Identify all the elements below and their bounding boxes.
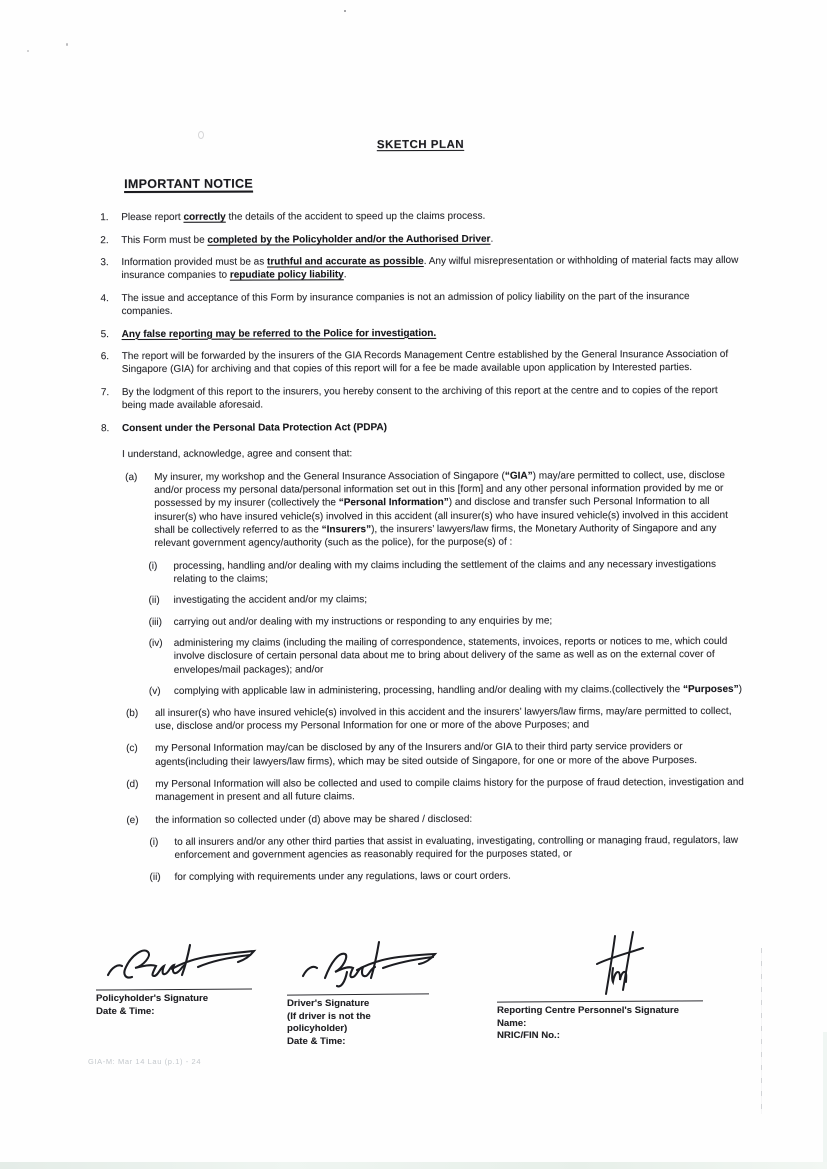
- pdpa-subitem-e-ii: [101, 868, 744, 883]
- scan-speck: [66, 43, 68, 46]
- driver-signature-block: [287, 930, 429, 1048]
- pdpa-clause-a-subitems: [100, 557, 743, 698]
- pdpa-subitem-a-iii: [101, 614, 744, 629]
- scan-scratch-line: [761, 948, 762, 1114]
- document-title-text: SKETCH PLAN: [376, 138, 465, 152]
- clause-text: all insurer(s) who have insured vehicle(s) involved in this accident and the insurers’ lawyers/law firms, may/are permitted to collect, use, disclose and/or process my Personal Information for one or more of the above Purposes; and: [154, 705, 732, 732]
- clause-label: (b): [125, 707, 139, 719]
- subitem-text: administering my claims (including the mailing of correspondence, statements, invoices, reports or notices to me, which could involve disclosure of certain personal data about me to bring about delivery of the same as well as on the external cover of envelopes/mail packages); and/or: [173, 636, 728, 676]
- subitem-text: carrying out and/or dealing with my instructions or responding to any enquiries by me;: [173, 615, 553, 628]
- reporting-centre-signature-ink: [593, 930, 651, 1000]
- pdpa-subitem-a-iv: [101, 635, 744, 677]
- subitem-text: for complying with requirements under any regulations, laws or court orders.: [174, 870, 511, 883]
- scan-bottom-edge: [0, 1162, 827, 1169]
- pdpa-clause-c: [101, 740, 744, 769]
- subitem-text: to all insurers and/or any other third parties that assist in evaluating, investigating, controlling or managing fraud, regulators, law enforcement and government agencies as reasonably required for the purposes stated, or: [174, 834, 739, 861]
- notice-item-6: [100, 348, 743, 376]
- notice-item-number: 5.: [100, 328, 109, 340]
- notice-item-text: By the lodgment of this report to the insurers, you hereby consent to the archiving of this report at the centre and to copies of the report being made available aforesaid.: [121, 384, 718, 411]
- notice-list: [99, 209, 744, 884]
- clause-label: (c): [126, 743, 138, 755]
- notice-item-number: 3.: [100, 257, 109, 269]
- subitem-label: (i): [149, 836, 159, 848]
- pdpa-subitem-e-i: [101, 834, 744, 862]
- pdpa-clause-e-subitems: [101, 834, 744, 884]
- pdpa-subitem-a-ii: [101, 592, 744, 607]
- pdpa-intro: I understand, acknowledge, agree and consent that:: [122, 447, 353, 460]
- subitem-label: (iv): [148, 638, 163, 650]
- reporting-centre-name-label: Name:: [497, 1017, 527, 1029]
- important-notice-heading: IMPORTANT NOTICE: [124, 176, 253, 192]
- notice-item-number: 7.: [100, 386, 110, 398]
- scan-speck: [27, 50, 29, 52]
- clause-text: My insurer, my workshop and the General Insurance Association of Singapore (“GIA”) may/are permitted to collect, use, disclose and/or process my personal data/personal information set out in this [form] and any other personal information provided by me or possessed by my insurer (collectively the “Personal Information”) and disclose and transfer such Personal Information to all insurer(s) who have insured vehicle(s) involved in this accident (all insurer(s) who have insured vehicle(s) involved in this accident shall be collectively referred to as the “Insurers”), the insurers’ lawyers/law firms, the Monetary Authority of Singapore and any relevant government agency/authority (such as the police), for the purpose(s) of :: [154, 469, 728, 550]
- notice-item-text: This Form must be completed by the Policyholder and/or the Authorised Driver.: [121, 233, 494, 246]
- clause-label: (e): [126, 814, 139, 826]
- scan-speck: [344, 10, 346, 12]
- reporting-centre-signature-block: [497, 930, 703, 1043]
- clause-text: my Personal Information may/can be disclosed by any of the Insurers and/or GIA to their third party service providers or agents(including their lawyers/law firms), which may be sited outside of Singapore, for one or more of the above Purposes.: [155, 741, 698, 768]
- policyholder-signature-ink: [102, 933, 262, 988]
- clause-text: my Personal Information will also be collected and used to compile claims history for the purpose of fraud detection, investigation and management in present and all future claims.: [155, 776, 744, 804]
- driver-signature-label: Driver's Signature: [287, 998, 370, 1009]
- driver-signature-ink: [295, 932, 443, 990]
- notice-item-number: 6.: [100, 351, 110, 363]
- clause-text: the information so collected under (d) above may be shared / disclosed:: [155, 813, 473, 826]
- reporting-centre-signature-label: Reporting Centre Personnel's Signature: [497, 1005, 679, 1016]
- driver-signature-line: [287, 993, 429, 995]
- document-title: [0, 134, 826, 155]
- subitem-text: complying with applicable law in administering, processing, handling and/or dealing with my claims.(collectively the “Purposes”): [173, 684, 742, 697]
- notice-item-text: Information provided must be as truthful and accurate as possible. Any wilful misrepresentation or withholding of material facts may allow insurance companies to repudiate policy liability.: [121, 255, 739, 282]
- notice-item-7: [100, 384, 743, 412]
- notice-item-text: Consent under the Personal Data Protection Act (PDPA): [121, 421, 388, 434]
- subitem-text: investigating the accident and/or my claims;: [173, 594, 367, 607]
- notice-item-text: Any false reporting may be referred to the Police for investigation.: [121, 327, 437, 340]
- notice-item-text: Please report correctly the details of the accident to speed up the claims process.: [121, 210, 486, 224]
- pdpa-clause-a: [100, 469, 743, 551]
- policyholder-signature-label: Policyholder's Signature: [96, 993, 209, 1004]
- pdpa-subitem-a-v: [101, 683, 744, 698]
- notice-item-2: [99, 231, 742, 246]
- pdpa-subitem-a-i: [100, 557, 743, 585]
- driver-date-time-label: Date & Time:: [287, 1035, 346, 1047]
- pdpa-clause-b: [101, 705, 744, 734]
- notice-item-8: [100, 419, 743, 434]
- notice-item-5: [100, 325, 743, 340]
- policyholder-signature-block: [96, 933, 252, 1018]
- scan-speck: [198, 131, 204, 139]
- notice-item-1: [99, 209, 742, 224]
- clause-label: (d): [126, 778, 139, 790]
- pdpa-clause-e: [101, 811, 744, 827]
- notice-item-number: 2.: [100, 234, 109, 246]
- notice-item-number: 4.: [100, 292, 109, 304]
- notice-item-3: [99, 254, 742, 282]
- subitem-label: (ii): [148, 595, 160, 607]
- policyholder-date-time-label: Date & Time:: [96, 1005, 155, 1017]
- subitem-label: (i): [148, 560, 158, 572]
- pdpa-clause-d: [101, 776, 744, 805]
- reporting-centre-signature-line: [497, 1000, 703, 1002]
- subitem-label: (v): [148, 686, 161, 698]
- notice-item-number: 8.: [100, 422, 110, 434]
- notice-item-4: [99, 290, 742, 318]
- form-footer-code: GIA-M: Mar 14 Lau (p.1) - 24: [88, 1057, 202, 1066]
- scan-edge-sliver: [823, 1032, 827, 1169]
- subitem-label: (iii): [148, 616, 162, 628]
- notice-item-text: The report will be forwarded by the insurers of the GIA Records Management Centre established by the General Insurance Association of Singapore (GIA) for archiving and that copies of this report will for a fee be made available upon application by Interested parties.: [121, 349, 729, 376]
- notice-item-number: 1.: [100, 212, 109, 224]
- subitem-label: (ii): [149, 871, 161, 883]
- driver-signature-note: (If driver is not the policyholder): [287, 1010, 371, 1035]
- policyholder-signature-line: [96, 988, 252, 990]
- subitem-text: processing, handling and/or dealing with my claims including the settlement of the claims and any necessary investigations relating to the claims;: [173, 558, 716, 585]
- reporting-centre-nric-label: NRIC/FIN No.:: [497, 1030, 560, 1042]
- notice-item-text: The issue and acceptance of this Form by insurance companies is not an admission of policy liability on the part of the insurance companies.: [121, 290, 690, 317]
- clause-label: (a): [125, 471, 138, 483]
